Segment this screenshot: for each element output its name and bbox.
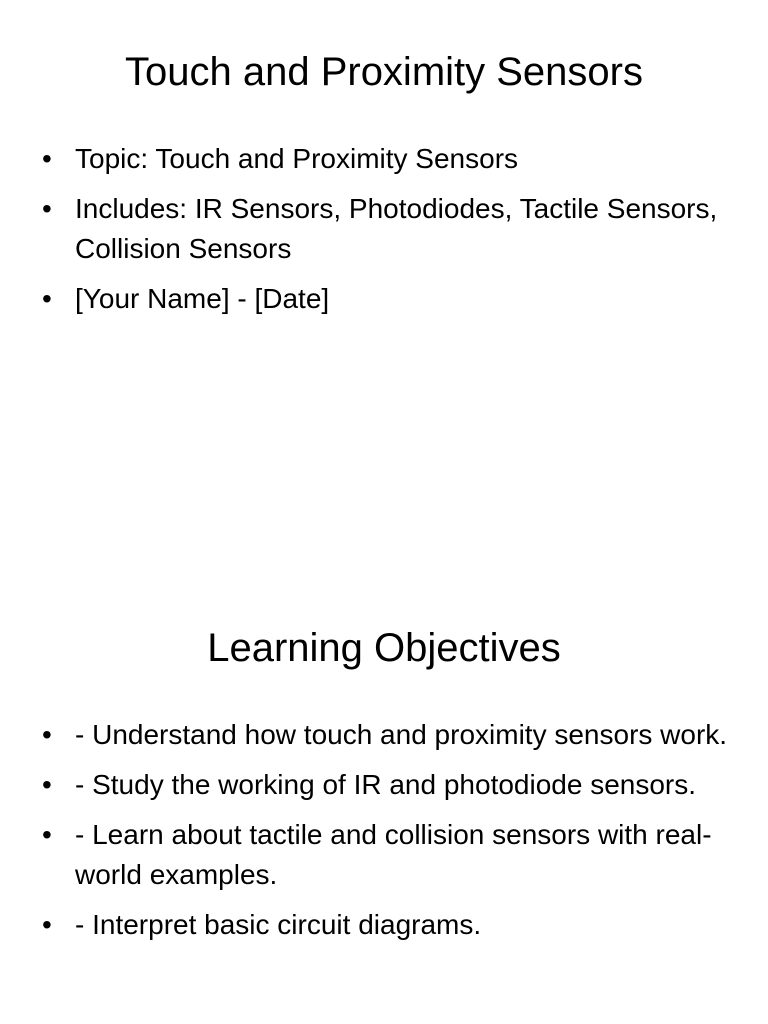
list-item <box>42 815 732 895</box>
slide-learning-objectives <box>0 576 768 1024</box>
bullet-text: - Study the working of IR and photodiode sensors. <box>75 769 697 800</box>
bullet-icon: • <box>42 719 52 750</box>
bullet-icon: • <box>42 283 52 314</box>
bullet-icon: • <box>42 193 52 224</box>
bullet-text: - Understand how touch and proximity sensors work. <box>75 719 728 750</box>
slide-title: Touch and Proximity Sensors <box>124 50 643 94</box>
list-item <box>42 905 732 945</box>
list-item <box>42 279 732 319</box>
bullet-icon: • <box>42 819 52 850</box>
bullet-list <box>42 139 732 329</box>
bullet-text: - Learn about tactile and collision sensors with real-world examples. <box>75 819 712 890</box>
list-item <box>42 139 732 179</box>
bullet-text: - Interpret basic circuit diagrams. <box>75 909 482 940</box>
bullet-icon: • <box>42 769 52 800</box>
slide-title: Learning Objectives <box>207 626 561 670</box>
bullet-icon: • <box>42 143 52 174</box>
bullet-list <box>42 715 732 955</box>
bullet-text: [Your Name] - [Date] <box>75 283 330 314</box>
bullet-text: Includes: IR Sensors, Photodiodes, Tactile Sensors, Collision Sensors <box>75 193 718 264</box>
list-item <box>42 765 732 805</box>
list-item <box>42 189 732 269</box>
bullet-icon: • <box>42 909 52 940</box>
list-item <box>42 715 732 755</box>
bullet-text: Topic: Touch and Proximity Sensors <box>75 143 519 174</box>
